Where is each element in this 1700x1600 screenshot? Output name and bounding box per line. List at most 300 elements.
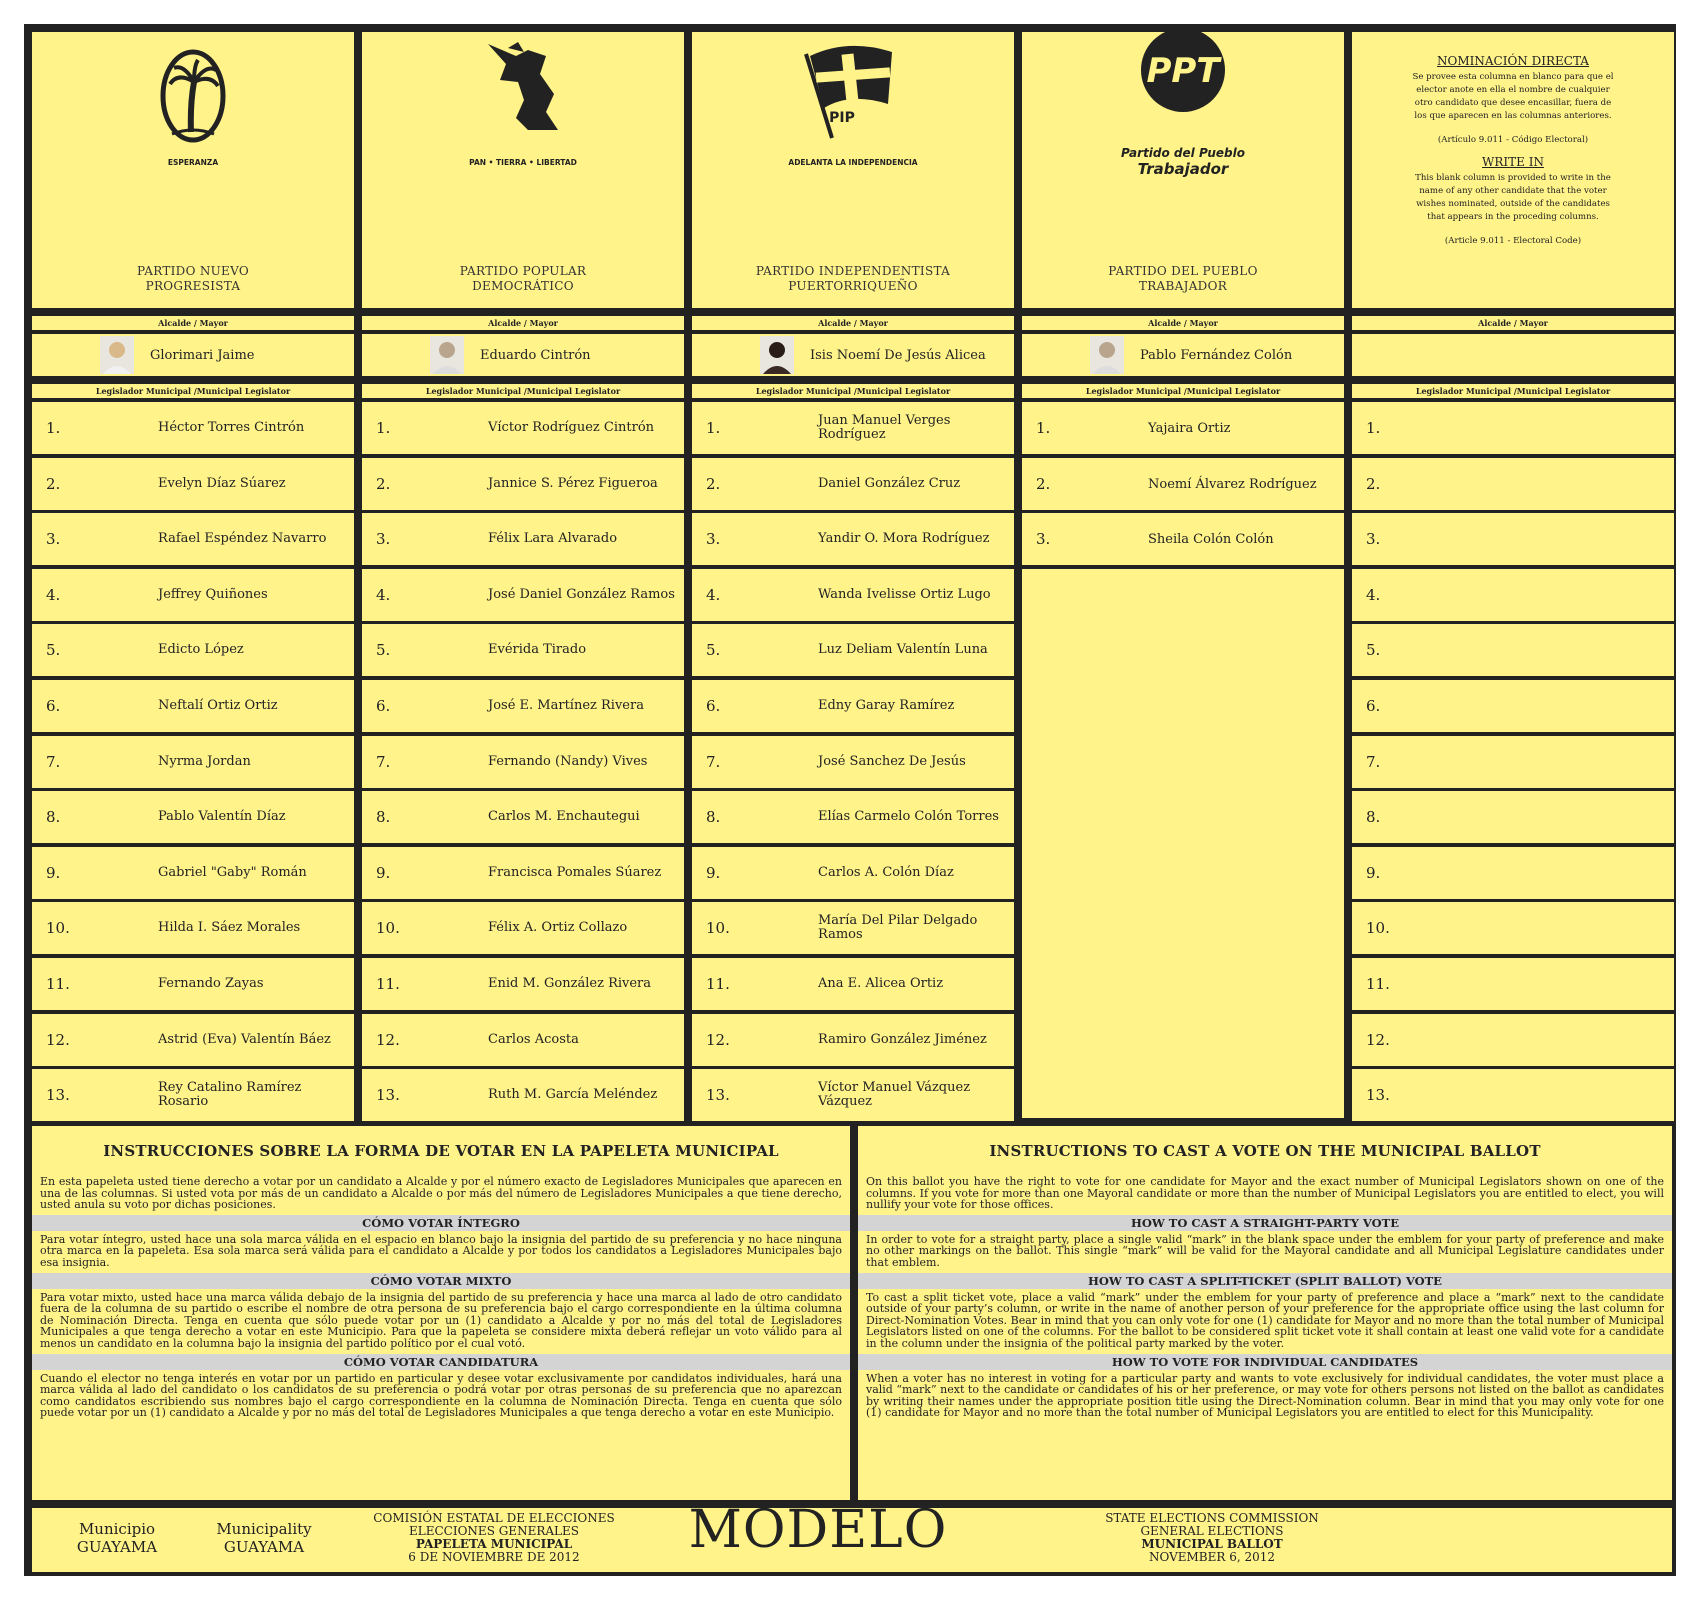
legislator-cell[interactable]	[1352, 958, 1674, 1010]
write-in-row[interactable]	[1352, 736, 1674, 788]
ppt-logo-icon	[1118, 32, 1248, 140]
legislator-row[interactable]	[692, 569, 1014, 621]
legislator-cell[interactable]	[362, 624, 684, 676]
legislator-row[interactable]	[362, 458, 684, 510]
instructions-intro: On this ballot you have the right to vote for one candidate for Mayor and the exact number of Municipal Legislators shown on one of the columns. If you vote for more than one Mayoral candidate or more than the number of Municipal Legislators you are entitled to elect, you will nullify your vote for those offices.	[866, 1175, 1664, 1212]
party-emblem	[1022, 40, 1344, 178]
emblem-wrapper	[458, 34, 588, 167]
legislator-name: Juan Manuel Verges Rodríguez	[818, 413, 951, 442]
legislator-label	[1352, 384, 1674, 398]
legislator-name: Francisca Pomales Súarez	[488, 865, 662, 880]
write-in-row[interactable]	[1352, 1069, 1674, 1121]
legislator-row[interactable]	[32, 902, 354, 954]
candidate-photo	[100, 336, 134, 374]
legislator-row[interactable]	[32, 458, 354, 510]
legislator-cell[interactable]	[32, 1069, 354, 1121]
legislator-number: 13.	[1366, 1086, 1390, 1104]
legislator-name: Héctor Torres Cintrón	[158, 420, 305, 435]
legislator-number: 2.	[46, 475, 61, 493]
legislator-number: 9.	[376, 864, 391, 882]
legislator-row[interactable]	[32, 847, 354, 899]
legislator-label	[362, 384, 684, 398]
legislator-name: Ana E. Alicea Ortiz	[818, 976, 944, 991]
legislator-row[interactable]	[362, 569, 684, 621]
party-header-2[interactable]	[362, 32, 684, 308]
legislator-cell[interactable]	[692, 569, 1014, 621]
mayor-name: Pablo Fernández Colón	[1140, 347, 1293, 363]
legislator-row[interactable]	[32, 513, 354, 565]
legislator-cell[interactable]	[1352, 569, 1674, 621]
legislator-number: 13.	[706, 1086, 730, 1104]
municipio-block	[62, 1520, 172, 1556]
legislator-number: 11.	[1366, 975, 1390, 993]
legislator-number: 5.	[376, 641, 391, 659]
commission-en-line: STATE ELECTIONS COMMISSION	[1105, 1511, 1319, 1525]
legislator-number: 6.	[46, 697, 61, 715]
write-in-row[interactable]	[1352, 458, 1674, 510]
legislator-row[interactable]	[362, 736, 684, 788]
instructions-subheader: CÓMO VOTAR MIXTO	[32, 1273, 850, 1289]
legislator-cell[interactable]	[362, 458, 684, 510]
legislator-cell[interactable]	[32, 569, 354, 621]
write-in-row[interactable]	[1352, 624, 1674, 676]
mayor-label	[1022, 316, 1344, 330]
legislator-number: 5.	[706, 641, 721, 659]
legislator-number: 6.	[1366, 697, 1381, 715]
legislator-label	[32, 384, 354, 398]
legislator-number: 12.	[376, 1031, 400, 1049]
legislator-row[interactable]	[32, 680, 354, 732]
legislator-number: 12.	[46, 1031, 70, 1049]
write-in-row[interactable]	[1352, 680, 1674, 732]
legislator-row[interactable]	[32, 791, 354, 843]
write-in-header[interactable]	[1352, 32, 1674, 308]
legislator-row[interactable]	[32, 1069, 354, 1121]
legislator-row[interactable]	[1022, 458, 1344, 510]
legislator-name: Fernando Zayas	[158, 976, 264, 991]
emblem-caption-2: Trabajador	[1137, 160, 1229, 178]
party-name-line-1: PARTIDO NUEVO	[136, 264, 250, 278]
legislator-number: 12.	[1366, 1031, 1390, 1049]
legislator-cell[interactable]	[32, 513, 354, 565]
commission-es-line: COMISIÓN ESTATAL DE ELECCIONES	[373, 1511, 615, 1525]
write-in-row[interactable]	[1352, 902, 1674, 954]
legislator-cell[interactable]	[1352, 513, 1674, 565]
legislator-row[interactable]	[362, 958, 684, 1010]
party-name-line-1: PARTIDO INDEPENDENTISTA	[755, 264, 951, 278]
candidate-photo	[1090, 336, 1124, 374]
party-emblem	[362, 40, 684, 167]
legislator-number: 4.	[376, 586, 391, 604]
legislator-name: Noemí Álvarez Rodríguez	[1148, 476, 1317, 492]
legislator-row[interactable]	[692, 624, 1014, 676]
legislator-number: 9.	[1366, 864, 1381, 882]
legislator-cell[interactable]	[1022, 402, 1344, 454]
legislator-number: 8.	[1366, 808, 1381, 826]
legislator-cell[interactable]	[362, 736, 684, 788]
commission-es	[354, 1512, 634, 1564]
instructions-english	[858, 1126, 1672, 1500]
legislator-cell[interactable]	[692, 1069, 1014, 1121]
legislator-label-text: Legislador Municipal /Municipal Legislator	[95, 386, 291, 396]
legislator-cell[interactable]	[1352, 791, 1674, 843]
mayor-candidate[interactable]	[32, 334, 354, 376]
legislator-number: 1.	[46, 419, 61, 437]
legislator-name: Nyrma Jordan	[158, 754, 251, 769]
mayor-name: Isis Noemí De Jesús Alicea	[810, 347, 986, 363]
legislator-cell[interactable]	[692, 736, 1014, 788]
party-emblem	[32, 40, 354, 167]
mayor-label-text: Alcalde / Mayor	[1478, 318, 1548, 328]
legislator-name: Rafael Espéndez Navarro	[158, 531, 327, 546]
emblem-caption: ADELANTA LA INDEPENDENCIA	[788, 157, 918, 167]
legislator-number: 3.	[46, 530, 61, 548]
legislator-row[interactable]	[692, 458, 1014, 510]
legislator-number: 3.	[1036, 530, 1051, 548]
legislator-cell[interactable]	[32, 680, 354, 732]
legislator-number: 2.	[1366, 475, 1381, 493]
instructions-title: INSTRUCCIONES SOBRE LA FORMA DE VOTAR EN LA PAPELETA MUNICIPAL	[103, 1142, 779, 1160]
legislator-number: 7.	[376, 753, 391, 771]
mayor-candidate[interactable]	[1022, 334, 1344, 376]
legislator-number: 11.	[706, 975, 730, 993]
party-name	[692, 264, 1014, 294]
legislator-cell[interactable]	[32, 847, 354, 899]
legislator-cell[interactable]	[1352, 1069, 1674, 1121]
legislator-number: 8.	[706, 808, 721, 826]
party-name-line-2: PROGRESISTA	[145, 279, 241, 293]
party-name-line-2: TRABAJADOR	[1138, 279, 1228, 293]
mayor-cell-2[interactable]	[362, 334, 684, 376]
legislator-cell[interactable]	[1022, 458, 1344, 510]
legislator-cell[interactable]	[1352, 1014, 1674, 1066]
legislator-cell[interactable]	[362, 513, 684, 565]
legislator-row[interactable]	[362, 402, 684, 454]
legislator-cell[interactable]	[362, 958, 684, 1010]
legislator-cell[interactable]	[1352, 902, 1674, 954]
legislator-row[interactable]	[32, 569, 354, 621]
legislator-cell[interactable]	[692, 402, 1014, 454]
emblem-caption: Partido del Pueblo	[1121, 146, 1245, 160]
legislator-name: Rey Catalino Ramírez Rosario	[158, 1080, 302, 1109]
legislator-row[interactable]	[32, 736, 354, 788]
legislator-name: Gabriel "Gaby" Román	[158, 865, 307, 880]
legislator-row[interactable]	[362, 680, 684, 732]
instructions-paragraph: Para votar íntegro, usted hace una sola marca válida en el espacio en blanco bajo la insignia del partido de su preferencia y no hace ninguna otra marca en la papeleta. Esa sola marca será válida para el candidato a Alcalde y por todos los candidatos a Legisladores Municipales bajo esa insignia.	[40, 1232, 842, 1269]
legislator-cell[interactable]	[32, 402, 354, 454]
instructions-subheader: HOW TO CAST A STRAIGHT-PARTY VOTE	[858, 1215, 1672, 1231]
legislator-number: 2.	[376, 475, 391, 493]
instructions-subheader: CÓMO VOTAR ÍNTEGRO	[32, 1215, 850, 1231]
party-name	[362, 264, 684, 294]
legislator-name: Enid M. González Rivera	[488, 976, 652, 991]
mayor-cell-5[interactable]	[1352, 334, 1674, 376]
legislator-name: José E. Martínez Rivera	[488, 698, 644, 713]
mayor-label	[362, 316, 684, 330]
legislator-number: 5.	[46, 641, 61, 659]
legislator-number: 10.	[1366, 919, 1390, 937]
legislator-row[interactable]	[362, 902, 684, 954]
legislator-name: Edicto López	[158, 642, 244, 657]
legislator-cell[interactable]	[1352, 402, 1674, 454]
legislator-number: 13.	[46, 1086, 70, 1104]
legislator-cell[interactable]	[32, 791, 354, 843]
legislator-label-text: Legislador Municipal /Municipal Legislator	[755, 386, 951, 396]
legislator-cell[interactable]	[692, 513, 1014, 565]
legislator-name: Evérida Tirado	[488, 642, 587, 657]
legislator-name: Luz Deliam Valentín Luna	[818, 642, 988, 657]
emblem-wrapper	[128, 34, 258, 167]
legislator-cell[interactable]	[32, 1014, 354, 1066]
legislator-number: 7.	[1366, 753, 1381, 771]
commission-en-line: GENERAL ELECTIONS	[1140, 1524, 1284, 1538]
mayor-label-text: Alcalde / Mayor	[1148, 318, 1218, 328]
legislator-number: 13.	[376, 1086, 400, 1104]
legislator-cell[interactable]	[1352, 847, 1674, 899]
mayor-label	[692, 316, 1014, 330]
candidate-photo	[430, 336, 464, 374]
legislator-number: 8.	[376, 808, 391, 826]
legislator-row[interactable]	[692, 1069, 1014, 1121]
legislator-cell[interactable]	[32, 902, 354, 954]
legislator-number: 3.	[1366, 530, 1381, 548]
mayor-name: Eduardo Cintrón	[480, 347, 591, 363]
legislator-row[interactable]	[1022, 402, 1344, 454]
instructions-paragraph: To cast a split ticket vote, place a valid “mark” under the emblem for your party of preference and place a “mark” next to the candidate outside of your party’s column, or write in the name of another person of your preference for the appropriate office using the last column for Direct-Nomination Votes. Bear in mind that you can only vote for one (1) candidate for Mayor and no more than the total number of Municipal Legislators listed on one of the columns. For the ballot to be considered split ticket vote it shall contain at least one valid vote for a candidate in the column under the insignia of the political party marked by the voter.	[866, 1290, 1664, 1350]
legislator-row[interactable]	[1022, 513, 1344, 565]
legislator-name: Ramiro González Jiménez	[818, 1032, 987, 1047]
write-in-row[interactable]	[1352, 402, 1674, 454]
legislator-cell[interactable]	[362, 402, 684, 454]
write-in-title-en: WRITE IN	[1482, 155, 1544, 169]
legislator-name: Wanda Ivelisse Ortiz Lugo	[818, 587, 991, 602]
mayor-label-text: Alcalde / Mayor	[818, 318, 888, 328]
legislator-name: Fernando (Nandy) Vives	[488, 754, 648, 769]
legislator-name: Carlos M. Enchautegui	[488, 809, 640, 824]
legislator-number: 8.	[46, 808, 61, 826]
party-name-line-2: DEMOCRÁTICO	[472, 279, 574, 293]
legislator-number: 2.	[1036, 475, 1051, 493]
mayor-cell-1[interactable]	[32, 334, 354, 376]
palm-tree-emblem-icon	[128, 34, 258, 152]
legislator-label	[1022, 384, 1344, 398]
legislator-name: Hilda I. Sáez Morales	[158, 920, 301, 935]
legislator-cell[interactable]	[362, 680, 684, 732]
mayor-label	[1352, 316, 1674, 330]
legislator-cell[interactable]	[692, 1014, 1014, 1066]
legislator-row[interactable]	[692, 847, 1014, 899]
legislator-row[interactable]	[692, 958, 1014, 1010]
legislator-cell[interactable]	[362, 791, 684, 843]
legislator-row[interactable]	[692, 513, 1014, 565]
legislator-number: 9.	[46, 864, 61, 882]
legislator-row[interactable]	[32, 958, 354, 1010]
legislator-number: 7.	[706, 753, 721, 771]
legislator-name: Félix Lara Alvarado	[488, 531, 618, 546]
legislator-row[interactable]	[692, 736, 1014, 788]
mayor-candidate[interactable]	[692, 334, 1014, 376]
write-in-row[interactable]	[1352, 847, 1674, 899]
legislator-name: Astrid (Eva) Valentín Báez	[158, 1032, 331, 1047]
mayor-name: Glorimari Jaime	[150, 347, 255, 363]
legislator-row[interactable]	[362, 791, 684, 843]
legislator-cell[interactable]	[1022, 513, 1344, 565]
mayor-label	[32, 316, 354, 330]
legislator-row[interactable]	[692, 680, 1014, 732]
legislator-row[interactable]	[362, 1014, 684, 1066]
party-name-line-1: PARTIDO POPULAR	[459, 264, 587, 278]
legislator-number: 10.	[376, 919, 400, 937]
legislator-number: 4.	[1366, 586, 1381, 604]
legislator-name: Jeffrey Quiñones	[158, 587, 268, 602]
legislator-row[interactable]	[362, 1069, 684, 1121]
write-in-row[interactable]	[1352, 791, 1674, 843]
legislator-name: Carlos A. Colón Díaz	[818, 865, 954, 880]
legislator-row[interactable]	[692, 402, 1014, 454]
legislator-cell[interactable]	[1352, 624, 1674, 676]
legislator-label-text: Legislador Municipal /Municipal Legislator	[425, 386, 621, 396]
mayor-label-text: Alcalde / Mayor	[158, 318, 228, 328]
legislator-name: Yajaira Ortiz	[1148, 420, 1231, 436]
legislator-row[interactable]	[692, 1014, 1014, 1066]
commission-es-line: 6 DE NOVIEMBRE DE 2012	[408, 1550, 580, 1564]
legislator-name: Evelyn Díaz Súarez	[158, 476, 286, 491]
legislator-row[interactable]	[692, 791, 1014, 843]
legislator-row[interactable]	[32, 624, 354, 676]
emblem-label: PPT	[1146, 51, 1220, 91]
legislator-number: 3.	[376, 530, 391, 548]
legislator-cell[interactable]	[1352, 736, 1674, 788]
legislator-cell[interactable]	[362, 1014, 684, 1066]
party-name	[1022, 264, 1344, 294]
legislator-label	[692, 384, 1014, 398]
mayor-cell-4[interactable]	[1022, 334, 1344, 376]
commission-es-line: ELECCIONES GENERALES	[409, 1524, 579, 1538]
write-in-text-es: Se provee esta columna en blanco para que el elector anote en ella el nombre de cualquier otro candidato que desee encasillar, fuera de los que aparecen en las columnas anteriores.	[1412, 72, 1614, 121]
municipio-block-line: GUAYAMA	[76, 1538, 158, 1556]
write-in-row[interactable]	[1352, 569, 1674, 621]
legislator-cell[interactable]	[362, 847, 684, 899]
write-in-title-es: NOMINACIÓN DIRECTA	[1437, 54, 1589, 68]
legislator-name: Elías Carmelo Colón Torres	[818, 809, 999, 824]
legislator-name: Carlos Acosta	[488, 1032, 579, 1047]
legislator-cell[interactable]	[692, 791, 1014, 843]
legislator-number: 4.	[46, 586, 61, 604]
emblem-caption: ESPERANZA	[167, 157, 219, 167]
legislator-cell[interactable]	[32, 736, 354, 788]
legislator-name: María Del Pilar Delgado Ramos	[818, 913, 978, 942]
municipality-block-line: GUAYAMA	[223, 1538, 305, 1556]
legislator-number: 4.	[706, 586, 721, 604]
instructions-title: INSTRUCTIONS TO CAST A VOTE ON THE MUNICIPAL BALLOT	[989, 1142, 1541, 1160]
mayor-label-text: Alcalde / Mayor	[488, 318, 558, 328]
party-header-1[interactable]	[32, 32, 354, 308]
legislator-cell[interactable]	[692, 958, 1014, 1010]
emblem-caption: PAN • TIERRA • LIBERTAD	[469, 157, 577, 167]
party-name	[32, 264, 354, 294]
legislator-name: José Sanchez De Jesús	[818, 754, 966, 769]
legislator-row[interactable]	[32, 402, 354, 454]
instructions-paragraph: Cuando el elector no tenga interés en votar por un partido en particular y desee votar exclusivamente por candidatos individuales, hará una marca válida al lado del candidato o los candidatos de su preferencia o podrá votar por otras personas de su preferencia que no aparezcan como candidatos escribiendo sus nombres bajo el cargo correspondiente en la columna de Nominación Directa. Tenga en cuenta que sólo puede votar por un (1) candidato a Alcalde y por no más del total de Legisladores Municipales a que tenga derecho a votar en este Municipio.	[40, 1371, 842, 1420]
legislator-cell[interactable]	[362, 569, 684, 621]
legislator-row[interactable]	[362, 513, 684, 565]
legislator-name: Sheila Colón Colón	[1148, 531, 1274, 547]
write-in-ref-es: (Artículo 9.011 - Código Electoral)	[1437, 135, 1589, 145]
legislator-cell[interactable]	[1352, 458, 1674, 510]
legislator-number: 5.	[1366, 641, 1381, 659]
write-in-row[interactable]	[1352, 513, 1674, 565]
legislator-name: Víctor Manuel Vázquez Vázquez	[818, 1080, 971, 1109]
instructions-spanish	[32, 1126, 850, 1500]
instructions-subheader: CÓMO VOTAR CANDIDATURA	[32, 1354, 850, 1370]
instructions-intro: En esta papeleta usted tiene derecho a votar por un candidato a Alcalde y por el número exacto de Legisladores Municipales que aparecen en una de las columnas. Si usted vota por más de un candidato a Alcalde o por más del número de Legisladores Municipales a que tiene derecho, usted anula su voto por dichas posiciones.	[40, 1175, 842, 1212]
legislator-cell[interactable]	[362, 1069, 684, 1121]
write-in-row[interactable]	[1352, 1014, 1674, 1066]
municipality-block-line: Municipality	[216, 1520, 312, 1538]
mayor-candidate[interactable]	[362, 334, 684, 376]
write-in-ref-en: (Article 9.011 - Electoral Code)	[1444, 236, 1582, 246]
legislator-number: 9.	[706, 864, 721, 882]
emblem-label: PIP	[829, 109, 855, 126]
legislator-cell[interactable]	[692, 624, 1014, 676]
legislator-number: 10.	[46, 919, 70, 937]
legislator-name: Yandir O. Mora Rodríguez	[818, 531, 990, 546]
legislator-cell[interactable]	[692, 847, 1014, 899]
emblem-wrapper	[788, 34, 918, 167]
legislator-cell[interactable]	[692, 902, 1014, 954]
legislator-number: 7.	[46, 753, 61, 771]
legislator-cell[interactable]	[32, 458, 354, 510]
legislator-row[interactable]	[362, 624, 684, 676]
legislator-label-text: Legislador Municipal /Municipal Legislator	[1085, 386, 1281, 396]
party-header-3[interactable]	[692, 32, 1014, 308]
municipio-block-line: Municipio	[78, 1520, 156, 1538]
modelo-watermark: MODELO	[688, 1500, 948, 1560]
legislator-name: Ruth M. García Meléndez	[488, 1087, 658, 1102]
instructions-subheader: HOW TO VOTE FOR INDIVIDUAL CANDIDATES	[858, 1354, 1672, 1370]
municipality-block	[204, 1520, 324, 1556]
legislator-number: 1.	[1036, 419, 1051, 437]
legislator-cell[interactable]	[32, 958, 354, 1010]
legislator-cell[interactable]	[1352, 680, 1674, 732]
commission-en-line: MUNICIPAL BALLOT	[1141, 1537, 1283, 1551]
mayor-cell-3[interactable]	[692, 334, 1014, 376]
legislator-name: Víctor Rodríguez Cintrón	[488, 420, 655, 435]
legislator-row[interactable]	[362, 847, 684, 899]
jibaro-profile-icon	[458, 34, 588, 152]
legislator-cell[interactable]	[32, 624, 354, 676]
party-header-4[interactable]	[1022, 32, 1344, 308]
legislator-name: Daniel González Cruz	[818, 476, 961, 491]
legislator-number: 6.	[706, 697, 721, 715]
legislator-number: 1.	[376, 419, 391, 437]
commission-en	[1072, 1512, 1352, 1564]
legislator-name: Neftalí Ortiz Ortiz	[158, 698, 278, 713]
party-name-line-2: PUERTORRIQUEÑO	[788, 279, 918, 293]
instructions-paragraph: Para votar mixto, usted hace una marca válida debajo de la insignia del partido de su preferencia y hace una marca al lado de otro candidato fuera de la columna de su partido o escribe el nombre de otra persona de su preferencia bajo el cargo correspondiente en la última columna de Nominación Directa. Tenga en cuenta que sólo puede votar por un (1) candidato a Alcalde y por no más del total de Legisladores Municipales a que tenga derecho a votar en este Municipio. Para que la papeleta se considere mixta deberá reflejar un voto válido para al menos un candidato en la columna bajo la insignia del partido político por el cual votó.	[40, 1290, 842, 1350]
write-in-row[interactable]	[1352, 958, 1674, 1010]
legislator-cell[interactable]	[692, 680, 1014, 732]
legislator-name: José Daniel González Ramos	[488, 587, 675, 602]
legislator-cell[interactable]	[692, 458, 1014, 510]
legislator-number: 6.	[376, 697, 391, 715]
legislator-row[interactable]	[32, 1014, 354, 1066]
legislator-number: 1.	[706, 419, 721, 437]
instructions-paragraph: When a voter has no interest in voting for a particular party and wants to vote exclusively for individual candidates, the voter must place a valid “mark” next to the candidate or candidates of his or her preference, or may vote for others persons not listed on the ballot as candidates by writing their names under the appropriate position title using the Direct-Nomination column. Bear in mind that you may only vote for one (1) candidate for Mayor and no more than the total number of Municipal Legislators you are entitled to elect for this Municipality.	[866, 1371, 1664, 1420]
legislator-row[interactable]	[692, 902, 1014, 954]
legislator-cell[interactable]	[362, 902, 684, 954]
candidate-photo	[760, 336, 794, 374]
